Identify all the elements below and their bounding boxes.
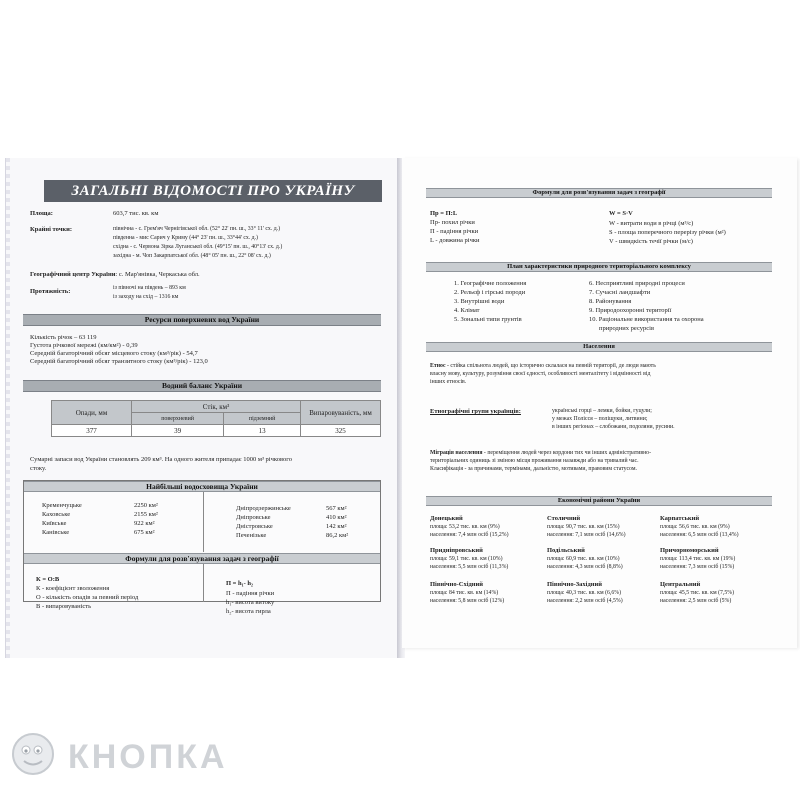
- left-page: [5, 158, 400, 658]
- formulas-divider: [203, 564, 204, 602]
- extreme-south: південна - мис Сарич у Криму (44° 23' пн. ш., 33°44' сх. д.): [113, 235, 258, 241]
- reserves-text-1: Сумарні запаси вод України становлять 209 км³. На одного жителя припадає 1000 м³ річкового: [30, 456, 292, 463]
- area-label: Площа:: [30, 210, 53, 217]
- migration-line-3: Класифікація - за причинами, термінами, дальністю, мотивами, правовим статусом.: [430, 466, 637, 472]
- reserves-text-2: стоку.: [30, 465, 47, 472]
- col-underground: підземний: [224, 413, 301, 425]
- groups-line-1: українські горці – лемки, бойки, гуцули;: [552, 408, 652, 414]
- page-title: ЗАГАЛЬНІ ВІДОМОСТІ ПРО УКРАЇНУ: [44, 180, 382, 202]
- plan-item-6: 6. Несприятливі природні процеси: [589, 280, 685, 287]
- region-black-sea-pop: населення: 7,3 млн осіб (15%): [660, 564, 735, 570]
- resources-header: Ресурси поверхневих вод України: [23, 314, 381, 326]
- area-value: 603,7 тис. кв. км: [113, 210, 159, 217]
- extreme-east: східна - с. Червона Зірка Луганської обл. (49°15' пн. ш., 40°13' сх. д.): [113, 244, 283, 250]
- region-donetsk-name: Донецький: [430, 515, 463, 522]
- reservoir-kakhovka: Каховське: [42, 511, 71, 518]
- plan-item-10: 10. Раціональне використання та охорона: [589, 316, 704, 323]
- region-central-area: площа: 45,5 тис. кв. км (7,5%): [660, 590, 735, 596]
- region-black-sea-area: площа: 113,4 тис. кв. км (19%): [660, 556, 736, 562]
- extreme-north: північна - с. Грем'яч Чернігівської обл. (52° 22' пн. ш., 33° 11' сх. д.): [113, 226, 281, 232]
- reservoir-dnister-area: 142 км²: [326, 523, 347, 530]
- economic-regions-header: Економічні райони України: [426, 496, 772, 506]
- geo-center-label: Географічний центр України: [30, 271, 116, 278]
- region-carpathian-area: площа: 56,6 тис. кв. км (9%): [660, 524, 730, 530]
- formula-slope-line-1: Пр- похил річки: [430, 219, 475, 226]
- formula-k-line-3: В - випаровуваність: [36, 603, 92, 610]
- value-precipitation: 377: [52, 425, 132, 437]
- region-capital-name: Столичний: [547, 515, 581, 522]
- value-evaporation: 325: [301, 425, 381, 437]
- reservoir-pechenihy: Печенізьке: [236, 532, 267, 539]
- extent-we: із заходу на схід – 1316 км: [113, 294, 179, 300]
- region-prydniprovskyi-area: площа: 59,1 тис. кв. км (10%): [430, 556, 503, 562]
- ethnos-line-3: інших етносів.: [430, 379, 467, 385]
- region-podillia-name: Подільський: [547, 547, 585, 554]
- reservoir-kakhovka-area: 2155 км²: [134, 511, 158, 518]
- col-surface: поверхневий: [132, 413, 224, 425]
- extent-ns: із півночі на південь – 893 км: [113, 285, 186, 291]
- plan-item-5: 5. Зональні типи грунтів: [454, 316, 522, 323]
- region-central-name: Центральний: [660, 581, 701, 588]
- reservoir-kaniv: Канівське: [42, 529, 70, 536]
- ethnos-label: Етнос: [430, 363, 446, 369]
- region-central-pop: населення: 2,5 млн осіб (5%): [660, 598, 732, 604]
- formula-discharge-line-1: W - витрати води в річці (м³/с): [609, 220, 694, 227]
- migration-line-2: територіальних одиниць зі зміною місця проживання назавжди або на тривалий час.: [430, 458, 639, 464]
- rivers-count: Кількість річок – 63 119: [30, 334, 97, 341]
- region-prydniprovskyi-pop: населення: 5,5 млн осіб (11,3%): [430, 564, 509, 570]
- extreme-points-label: Крайні точки:: [30, 226, 73, 233]
- reservoir-kyiv: Київське: [42, 520, 67, 527]
- region-donetsk-pop: населення: 7,4 млн осіб (15,2%): [430, 532, 509, 538]
- ethnographic-groups-label: Етнографічні групи українців:: [430, 408, 521, 415]
- reservoir-pechenihy-area: 86,2 км²: [326, 532, 349, 539]
- region-podillia-area: площа: 60,9 тис. кв. км (10%): [547, 556, 620, 562]
- migration-label: Міграція населення: [430, 450, 483, 456]
- formula-k-line-1: К - коефіцієнт зволоження: [36, 585, 110, 592]
- formula-slope-line-2: П - падіння річки: [430, 228, 479, 235]
- reservoir-dniprodzerzhynsk: Дніпродзержинське: [236, 505, 291, 512]
- groups-line-2: у межах Полісся – поліщуки, литвини;: [552, 416, 648, 422]
- watermark-text: КНОПКА: [68, 738, 228, 776]
- region-carpathian-name: Карпатський: [660, 515, 700, 522]
- region-northwest-name: Північно-Західний: [547, 581, 603, 588]
- reservoir-kremenchuk: Кременчуцьке: [42, 502, 82, 509]
- ethnos-text-1: - стійка спільнота людей, що історично склалася на певній території, де люди мають: [445, 363, 656, 369]
- ethnos-line-1: [430, 363, 656, 370]
- reservoir-dnister: Дністровське: [236, 523, 273, 530]
- extent-label: Протяжність:: [30, 288, 71, 295]
- plan-item-9: 9. Природоохоронні території: [589, 307, 672, 314]
- formulas-header-left: Формули для розв'язування задач з географії: [24, 553, 380, 564]
- region-prydniprovskyi-name: Придніпровський: [430, 547, 483, 554]
- formula-slope: Пр = П:L: [430, 210, 458, 217]
- formulas-header-right: Формули для розв'язування задач з географії: [426, 188, 772, 198]
- geo-center-value: : с. Мар'янівка, Черкаська обл.: [115, 271, 200, 278]
- region-northwest-pop: населення: 2,2 млн осіб (4,5%): [547, 598, 623, 604]
- formula-p: П = h₁- h₂: [226, 580, 253, 587]
- value-underground: 13: [224, 425, 301, 437]
- geo-center: [30, 271, 200, 279]
- region-northwest-area: площа: 40,3 тис. кв. км (6,6%): [547, 590, 622, 596]
- population-header: Населення: [426, 342, 772, 352]
- extreme-west: західна - м. Чоп Закарпатської обл. (48° 05' пн. ш., 22° 08' сх. д.): [113, 253, 271, 259]
- reservoirs-divider: [203, 492, 204, 552]
- formula-discharge: W = S·V: [609, 210, 633, 217]
- plan-item-8: 8. Районування: [589, 298, 632, 305]
- region-capital-area: площа: 90,7 тис. кв. км (15%): [547, 524, 620, 530]
- region-donetsk-area: площа: 53,2 тис. кв. км (9%): [430, 524, 500, 530]
- button-mascot-icon: [8, 728, 58, 778]
- reservoir-dnipro-area: 410 км²: [326, 514, 347, 521]
- river-density: Густота річкової мережі (км/км²) - 0,39: [30, 342, 138, 349]
- formula-discharge-line-3: V - швидкість течії річки (м/с): [609, 238, 693, 245]
- right-page: [402, 158, 797, 648]
- formula-k-line-2: О - кількість опадів за певний період: [36, 594, 139, 601]
- plan-item-2: 2. Рельєф і гірські породи: [454, 289, 526, 296]
- local-runoff: Середній багаторічний обсяг місцевого стоку (км³/рік) - 54,7: [30, 350, 198, 357]
- reservoir-dniprodzerzhynsk-area: 567 км²: [326, 505, 347, 512]
- reservoirs-formulas-box: [23, 480, 381, 602]
- formula-p-line-1: П - падіння річки: [226, 590, 275, 597]
- formula-k: К = О:В: [36, 576, 60, 583]
- region-northeast-pop: населення: 5,8 млн осіб (12%): [430, 598, 505, 604]
- region-northeast-name: Північно-Східний: [430, 581, 484, 588]
- region-carpathian-pop: населення: 6,5 млн осіб (13,4%): [660, 532, 739, 538]
- formula-discharge-line-2: S - площа поперечного перерізу річки (м²): [609, 229, 726, 236]
- reservoir-dnipro: Дніпровське: [236, 514, 271, 521]
- reservoir-kaniv-area: 675 км²: [134, 529, 155, 536]
- water-balance-table: [51, 400, 381, 437]
- plan-item-4: 4. Клімат: [454, 307, 480, 314]
- open-book: [5, 158, 797, 658]
- reservoirs-header: Найбільші водосховища України: [24, 481, 380, 492]
- region-capital-pop: населення: 7,1 млн осіб (14,6%): [547, 532, 626, 538]
- migration-text-1: - переміщення людей через кордони тих чи інших адміністративно-: [482, 450, 652, 456]
- plan-item-3: 3. Внутрішні води: [454, 298, 505, 305]
- formula-p-line-3: h₂- висота гирла: [226, 608, 271, 615]
- col-precipitation: Опади, мм: [52, 401, 132, 425]
- plan-item-7: 7. Сучасні ландшафти: [589, 289, 651, 296]
- spiral-binding: [6, 158, 10, 658]
- reservoir-kyiv-area: 922 км²: [134, 520, 155, 527]
- col-runoff: Стік, км³: [132, 401, 301, 413]
- region-podillia-pop: населення: 4,3 млн осіб (8,8%): [547, 564, 623, 570]
- reservoir-kremenchuk-area: 2250 км²: [134, 502, 158, 509]
- region-northeast-area: площа: 84 тис. кв. км (14%): [430, 590, 499, 596]
- ethnos-line-2: власну мову, культуру, розуміння своєї єдності, особливості менталітету і відмінності від: [430, 371, 651, 377]
- plan-item-1: 1. Географічне положення: [454, 280, 527, 287]
- value-surface: 39: [132, 425, 224, 437]
- water-balance-header: Водний баланс України: [23, 380, 381, 392]
- migration-line-1: [430, 450, 651, 457]
- groups-line-3: в інших регіонах – слобожани, подоляни, русини.: [552, 424, 675, 430]
- formula-slope-line-3: L - довжина річки: [430, 237, 480, 244]
- region-black-sea-name: Причорноморський: [660, 547, 719, 554]
- col-evaporation: Випаровуваність, мм: [301, 401, 381, 425]
- formula-p-line-2: h₁- висота витоку: [226, 599, 275, 606]
- transit-runoff: Середній багаторічний обсяг транзитного стоку (км³/рік) - 123,0: [30, 358, 208, 365]
- plan-header: План характеристики природного територіального комплексу: [426, 262, 772, 272]
- plan-item-10-cont: природних ресурсів: [599, 325, 655, 332]
